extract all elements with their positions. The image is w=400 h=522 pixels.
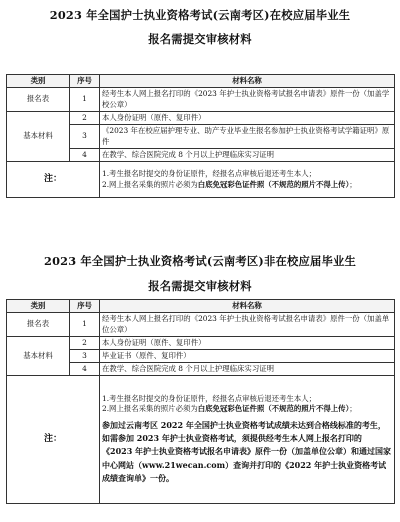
header-category: 类别 xyxy=(7,300,70,313)
row-content: 本人身份证明（原件、复印件） xyxy=(100,112,395,125)
note-line-3: 参加过云南考区 2022 年全国护士执业资格考试成绩未达到合格线标准的考生，如需参加 2023 年护士执业资格考试，须提供经考生本人网上报名打印的《2023 年护士执业资格考试报名申请表》原件一份（加盖单位公章）和通过国家中心网站（www.21wecan.com）查询并打印的《2022 年护士执业资格考试成绩查询单》一份。 xyxy=(102,419,392,483)
row-number: 3 xyxy=(70,125,100,149)
row-category: 报名表 xyxy=(7,313,70,337)
row-category: 基本材料 xyxy=(7,112,70,162)
table-row xyxy=(7,88,395,112)
note-label: 注： xyxy=(7,162,100,198)
row-number: 1 xyxy=(70,313,100,337)
table-row xyxy=(7,337,395,350)
row-content: 经考生本人网上报名打印的《2023 年护士执业资格考试报名申请表》原件一份（加盖单位公章） xyxy=(100,313,395,337)
header-material: 材料名称 xyxy=(100,75,395,88)
table-header-row xyxy=(7,75,395,88)
section2-title-line2: 报名需提交审核材料 xyxy=(148,279,252,293)
row-number: 4 xyxy=(70,363,100,376)
header-number: 序号 xyxy=(70,300,100,313)
row-category: 基本材料 xyxy=(7,337,70,376)
note-line-2 xyxy=(102,180,392,190)
section1-title-line2: 报名需提交审核材料 xyxy=(148,32,252,46)
note-row xyxy=(7,376,395,504)
row-number: 2 xyxy=(70,112,100,125)
section2-title-line1: 2023 年全国护士执业资格考试(云南考区)非在校应届毕业生 xyxy=(44,254,356,268)
note2-suffix: ； xyxy=(349,404,357,414)
row-number: 3 xyxy=(70,350,100,363)
section2-table xyxy=(6,299,395,504)
note-row xyxy=(7,162,395,198)
note2-prefix: 2.网上报名采集的照片必须为 xyxy=(102,179,198,189)
note2-prefix: 2.网上报名采集的照片必须为 xyxy=(102,404,198,414)
note-line-2 xyxy=(102,404,392,414)
row-number: 4 xyxy=(70,149,100,162)
note2-bold: 白底免冠彩色证件照（不规范的照片不得上传） xyxy=(197,404,350,414)
section1-table xyxy=(6,74,395,198)
note2-suffix: ； xyxy=(349,179,357,189)
row-number: 2 xyxy=(70,337,100,350)
row-content: 经考生本人网上报名打印的《2023 年护士执业资格考试报名申请表》原件一份（加盖学校公章） xyxy=(100,88,395,112)
row-number: 1 xyxy=(70,88,100,112)
table-row xyxy=(7,313,395,337)
header-material: 材料名称 xyxy=(100,300,395,313)
header-category: 类别 xyxy=(7,75,70,88)
note-line-1: 1.考生报名时提交的身份证原件，经报名点审核后退还考生本人； xyxy=(102,394,316,404)
note-content xyxy=(100,162,395,198)
table-row xyxy=(7,112,395,125)
table-header-row xyxy=(7,300,395,313)
note-line-1: 1.考生报名时提交的身份证原件，经报名点审核后退还考生本人； xyxy=(102,169,316,179)
note-content xyxy=(100,376,395,504)
note2-bold: 白底免冠彩色证件照（不规范的照片不得上传） xyxy=(197,179,350,189)
row-content: 在教学、综合医院完成 8 个月以上护理临床实习证明 xyxy=(100,149,395,162)
row-category: 报名表 xyxy=(7,88,70,112)
note-label: 注： xyxy=(7,376,100,504)
row-content: 毕业证书（原件、复印件） xyxy=(100,350,395,363)
header-number: 序号 xyxy=(70,75,100,88)
row-content: 《2023 年在校应届护理专业、助产专业毕业生报名参加护士执业资格考试学籍证明》原件 xyxy=(100,125,395,149)
section1-title-line1: 2023 年全国护士执业资格考试(云南考区)在校应届毕业生 xyxy=(49,8,351,22)
row-content: 本人身份证明（原件、复印件） xyxy=(100,337,395,350)
row-content: 在教学、综合医院完成 8 个月以上护理临床实习证明 xyxy=(100,363,395,376)
